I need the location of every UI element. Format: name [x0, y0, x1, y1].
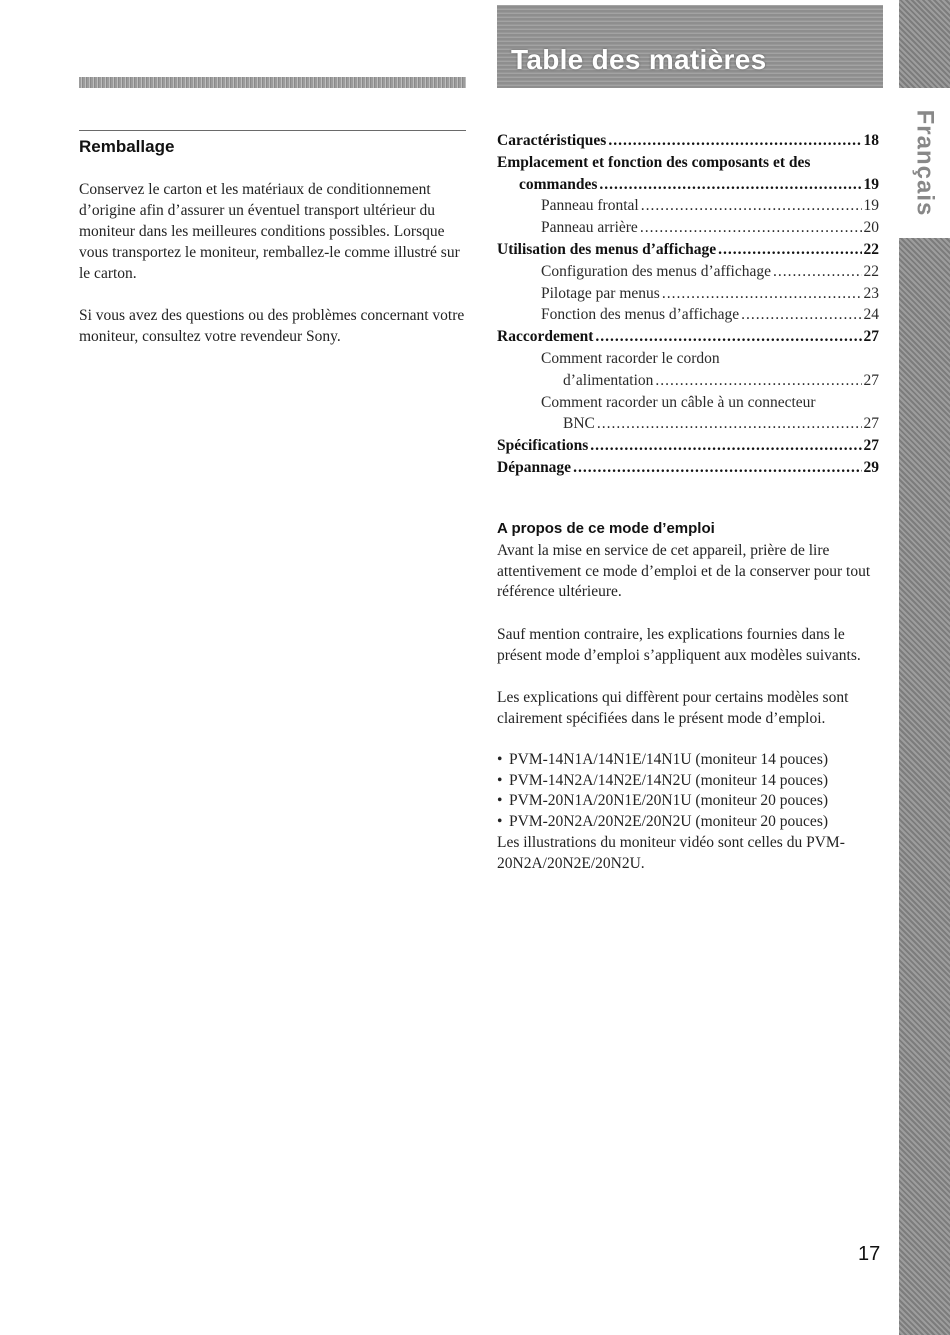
- toc-entry-title: Configuration des menus d’affichage: [541, 262, 771, 280]
- table-of-contents: [497, 130, 879, 479]
- toc-entry-page: 27: [863, 328, 879, 346]
- language-tab-label: Français: [911, 109, 939, 217]
- toc-entry-title: Utilisation des menus d’affichage: [497, 240, 717, 258]
- toc-leader-dots: [641, 195, 862, 217]
- about-paragraph-1: Avant la mise en service de cet appareil, prière de lire attentivement ce mode d’emploi et de la conserver pour tout référence ultérieure.: [497, 542, 871, 601]
- toc-leader-dots: [599, 174, 861, 196]
- toc-entry-emplacement-cont[interactable]: [497, 174, 879, 196]
- toc-entry-page: 20: [863, 219, 879, 237]
- decorative-header-bar: [79, 77, 466, 88]
- toc-entry-title: Fonction des menus d’affichage: [541, 306, 740, 324]
- toc-entry-title-continuation: BNC: [563, 415, 595, 433]
- toc-leader-dots: [773, 261, 862, 283]
- toc-entry-page: 27: [863, 437, 879, 455]
- language-tab-label-container: [899, 88, 950, 238]
- list-item: • PVM-20N2A/20N2E/20N2U (moniteur 20 pouces): [497, 812, 887, 833]
- toc-entry-page: 22: [863, 240, 879, 258]
- toc-entry-title-continuation: commandes: [519, 175, 598, 193]
- toc-entry-page: 22: [863, 262, 879, 280]
- page-title: Table des matières: [511, 44, 767, 75]
- remballage-paragraph-2: Si vous avez des questions ou des problèmes concernant votre moniteur, consultez votre revendeur Sony.: [79, 307, 465, 345]
- toc-leader-dots: [640, 217, 862, 239]
- about-closing: Les illustrations du moniteur vidéo sont celles du PVM-20N2A/20N2E/20N2U.: [497, 834, 845, 872]
- toc-entry-title: Comment racorder un câble à un connecteur: [541, 393, 816, 411]
- page-number: 17: [858, 1243, 881, 1265]
- toc-entry-emplacement[interactable]: [497, 152, 879, 174]
- toc-entry-title: Raccordement: [497, 328, 594, 346]
- toc-entry-title: Emplacement et fonction des composants et des: [497, 153, 811, 171]
- toc-entry-page: 23: [863, 284, 879, 302]
- toc-entry-panneau-arriere[interactable]: [497, 217, 879, 239]
- toc-entry-fonction-menus[interactable]: [497, 304, 879, 326]
- about-heading: A propos de ce mode d’emploi: [497, 520, 715, 537]
- toc-entry-pilotage-menus[interactable]: [497, 283, 879, 305]
- toc-entry-page: 24: [863, 306, 879, 324]
- remballage-paragraph-1: Conservez le carton et les matériaux de conditionnement d’origine afin d’assurer un éventuel transport ultérieur du moniteur dans les meilleures conditions possibles. Lorsque vous transportez le moniteur, remballez-le comme illustré sur le carton.: [79, 181, 460, 282]
- toc-leader-dots: [655, 370, 861, 392]
- model-list: [497, 750, 887, 832]
- toc-entry-title-continuation: d’alimentation: [563, 371, 654, 389]
- toc-entry-title: Spécifications: [497, 437, 589, 455]
- toc-entry-racorder-cordon-cont[interactable]: [497, 370, 879, 392]
- toc-entry-configuration-menus[interactable]: [497, 261, 879, 283]
- toc-entry-title: Pilotage par menus: [541, 284, 660, 302]
- toc-entry-title: Dépannage: [497, 458, 572, 476]
- toc-entry-racorder-cable-cont[interactable]: [497, 413, 879, 435]
- toc-entry-specifications[interactable]: [497, 435, 879, 457]
- toc-leader-dots: [718, 239, 861, 261]
- toc-entry-title: Panneau arrière: [541, 219, 638, 237]
- toc-leader-dots: [741, 304, 861, 326]
- toc-entry-page: 18: [863, 132, 879, 149]
- toc-entry-caracteristiques[interactable]: [497, 130, 879, 152]
- toc-entry-panneau-frontal[interactable]: [497, 195, 879, 217]
- toc-entry-title: Comment racorder le cordon: [541, 349, 720, 367]
- toc-entry-page: 29: [863, 458, 879, 476]
- toc-leader-dots: [608, 130, 861, 152]
- toc-entry-page: 27: [863, 415, 879, 433]
- toc-entry-title: Panneau frontal: [541, 197, 639, 215]
- toc-entry-page: 19: [863, 175, 879, 193]
- toc-entry-title: Caractéristiques: [497, 132, 607, 149]
- toc-entry-racorder-cable[interactable]: [497, 392, 879, 414]
- toc-entry-utilisation-menus[interactable]: [497, 239, 879, 261]
- toc-leader-dots: [590, 435, 861, 457]
- toc-entry-raccordement[interactable]: [497, 326, 879, 348]
- toc-entry-page: 19: [863, 197, 879, 215]
- toc-leader-dots: [662, 283, 862, 305]
- toc-leader-dots: [597, 413, 862, 435]
- toc-leader-dots: [573, 457, 861, 479]
- list-item: • PVM-14N2A/14N2E/14N2U (moniteur 14 pouces): [497, 771, 887, 792]
- toc-entry-page: 27: [863, 371, 879, 389]
- section-heading-remballage: Remballage: [79, 137, 175, 156]
- toc-entry-depannage[interactable]: [497, 457, 879, 479]
- about-paragraph-2: Sauf mention contraire, les explications fournies dans le présent mode d’emploi s’appliquent aux modèles suivants.: [497, 626, 861, 664]
- list-item: • PVM-14N1A/14N1E/14N1U (moniteur 14 pouces): [497, 750, 887, 771]
- about-paragraph-3: Les explications qui diffèrent pour certains modèles sont clairement spécifiées dans le présent mode d’emploi.: [497, 689, 849, 727]
- section-divider: [79, 130, 466, 131]
- toc-entry-racorder-cordon[interactable]: [497, 348, 879, 370]
- toc-leader-dots: [595, 326, 861, 348]
- list-item: • PVM-20N1A/20N1E/20N1U (moniteur 20 pouces): [497, 791, 887, 812]
